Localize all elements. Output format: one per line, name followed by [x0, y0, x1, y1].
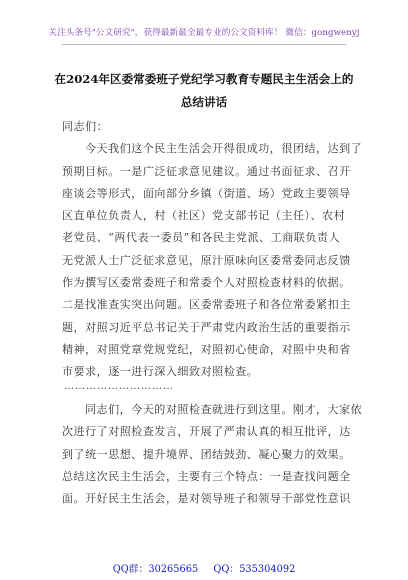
footer-qq: QQ：535304092 — [213, 564, 296, 575]
ellipsis-separator: ………………………… — [64, 381, 174, 392]
paragraph-line: 面。开好民主生活会，是对领导班子和领导干部党性意识 — [62, 492, 351, 506]
paragraph-line: 总结这次民主生活会，主要有三个特点：一是查找问题全 — [62, 469, 351, 483]
body-section-1 — [62, 116, 363, 384]
paragraph-line: 精神，对照党章党规党纪，对照初心使命，对照中央和省 — [62, 342, 351, 356]
body-section-2 — [62, 399, 363, 510]
paragraph-line: 题，对照习近平总书记关于严肃党内政治生活的重要指示 — [62, 320, 351, 334]
paragraph-line: 区直单位负责人，村（社区）党支部书记（主任）、农村 — [62, 209, 346, 223]
paragraph-line: 今天我们这个民主生活会开得很成功，很团结，达到了 — [85, 142, 363, 156]
paragraph-line: 市要求，逐一进行深入细致对照检查。 — [62, 365, 259, 379]
title-line-2: 总结讲话 — [180, 95, 228, 109]
paragraph-line: 作为撰写区委常委班子和常委个人对照检查材料的依据。 — [62, 276, 351, 290]
salutation: 同志们： — [62, 120, 109, 133]
paragraph-line: 老党员、“两代表一委员”和各民主党派、工商联负责人 — [62, 231, 340, 245]
paragraph-line: 二是找准查实突出问题。区委常委班子和各位常委紧扣主 — [62, 298, 351, 312]
footer-contact — [0, 561, 408, 575]
paragraph-line: 预期目标。一是广泛征求意见建议。通过书面征求、召开 — [62, 164, 351, 178]
header-divider — [62, 44, 346, 45]
document-title — [40, 68, 368, 114]
paragraph-line: 无党派人士广泛征求意见，原汁原味向区委常委同志反馈 — [62, 253, 351, 267]
footer-qq-group: QQ群：30265665 — [112, 564, 199, 575]
paragraph-line: 次进行了对照检查发言，开展了严肃认真的相互批评，达 — [62, 425, 351, 439]
paragraph-line: 同志们，今天的对照检查就进行到这里。刚才，大家依 — [85, 403, 363, 416]
header-note: 关注头条号"公文研究"，获得最新最全最专业的公文资料库！ 微信：gongwenyj — [48, 28, 360, 38]
paragraph-line: 到了统一思想、提升境界、团结鼓劲、凝心聚力的效果。 — [62, 447, 351, 461]
paragraph-line: 座谈会等形式，面向部分乡镇（街道、场）党政主要领导 — [62, 186, 351, 200]
title-line-1: 在2024年区委常委班子党纪学习教育专题民主生活会上的 — [54, 72, 354, 86]
